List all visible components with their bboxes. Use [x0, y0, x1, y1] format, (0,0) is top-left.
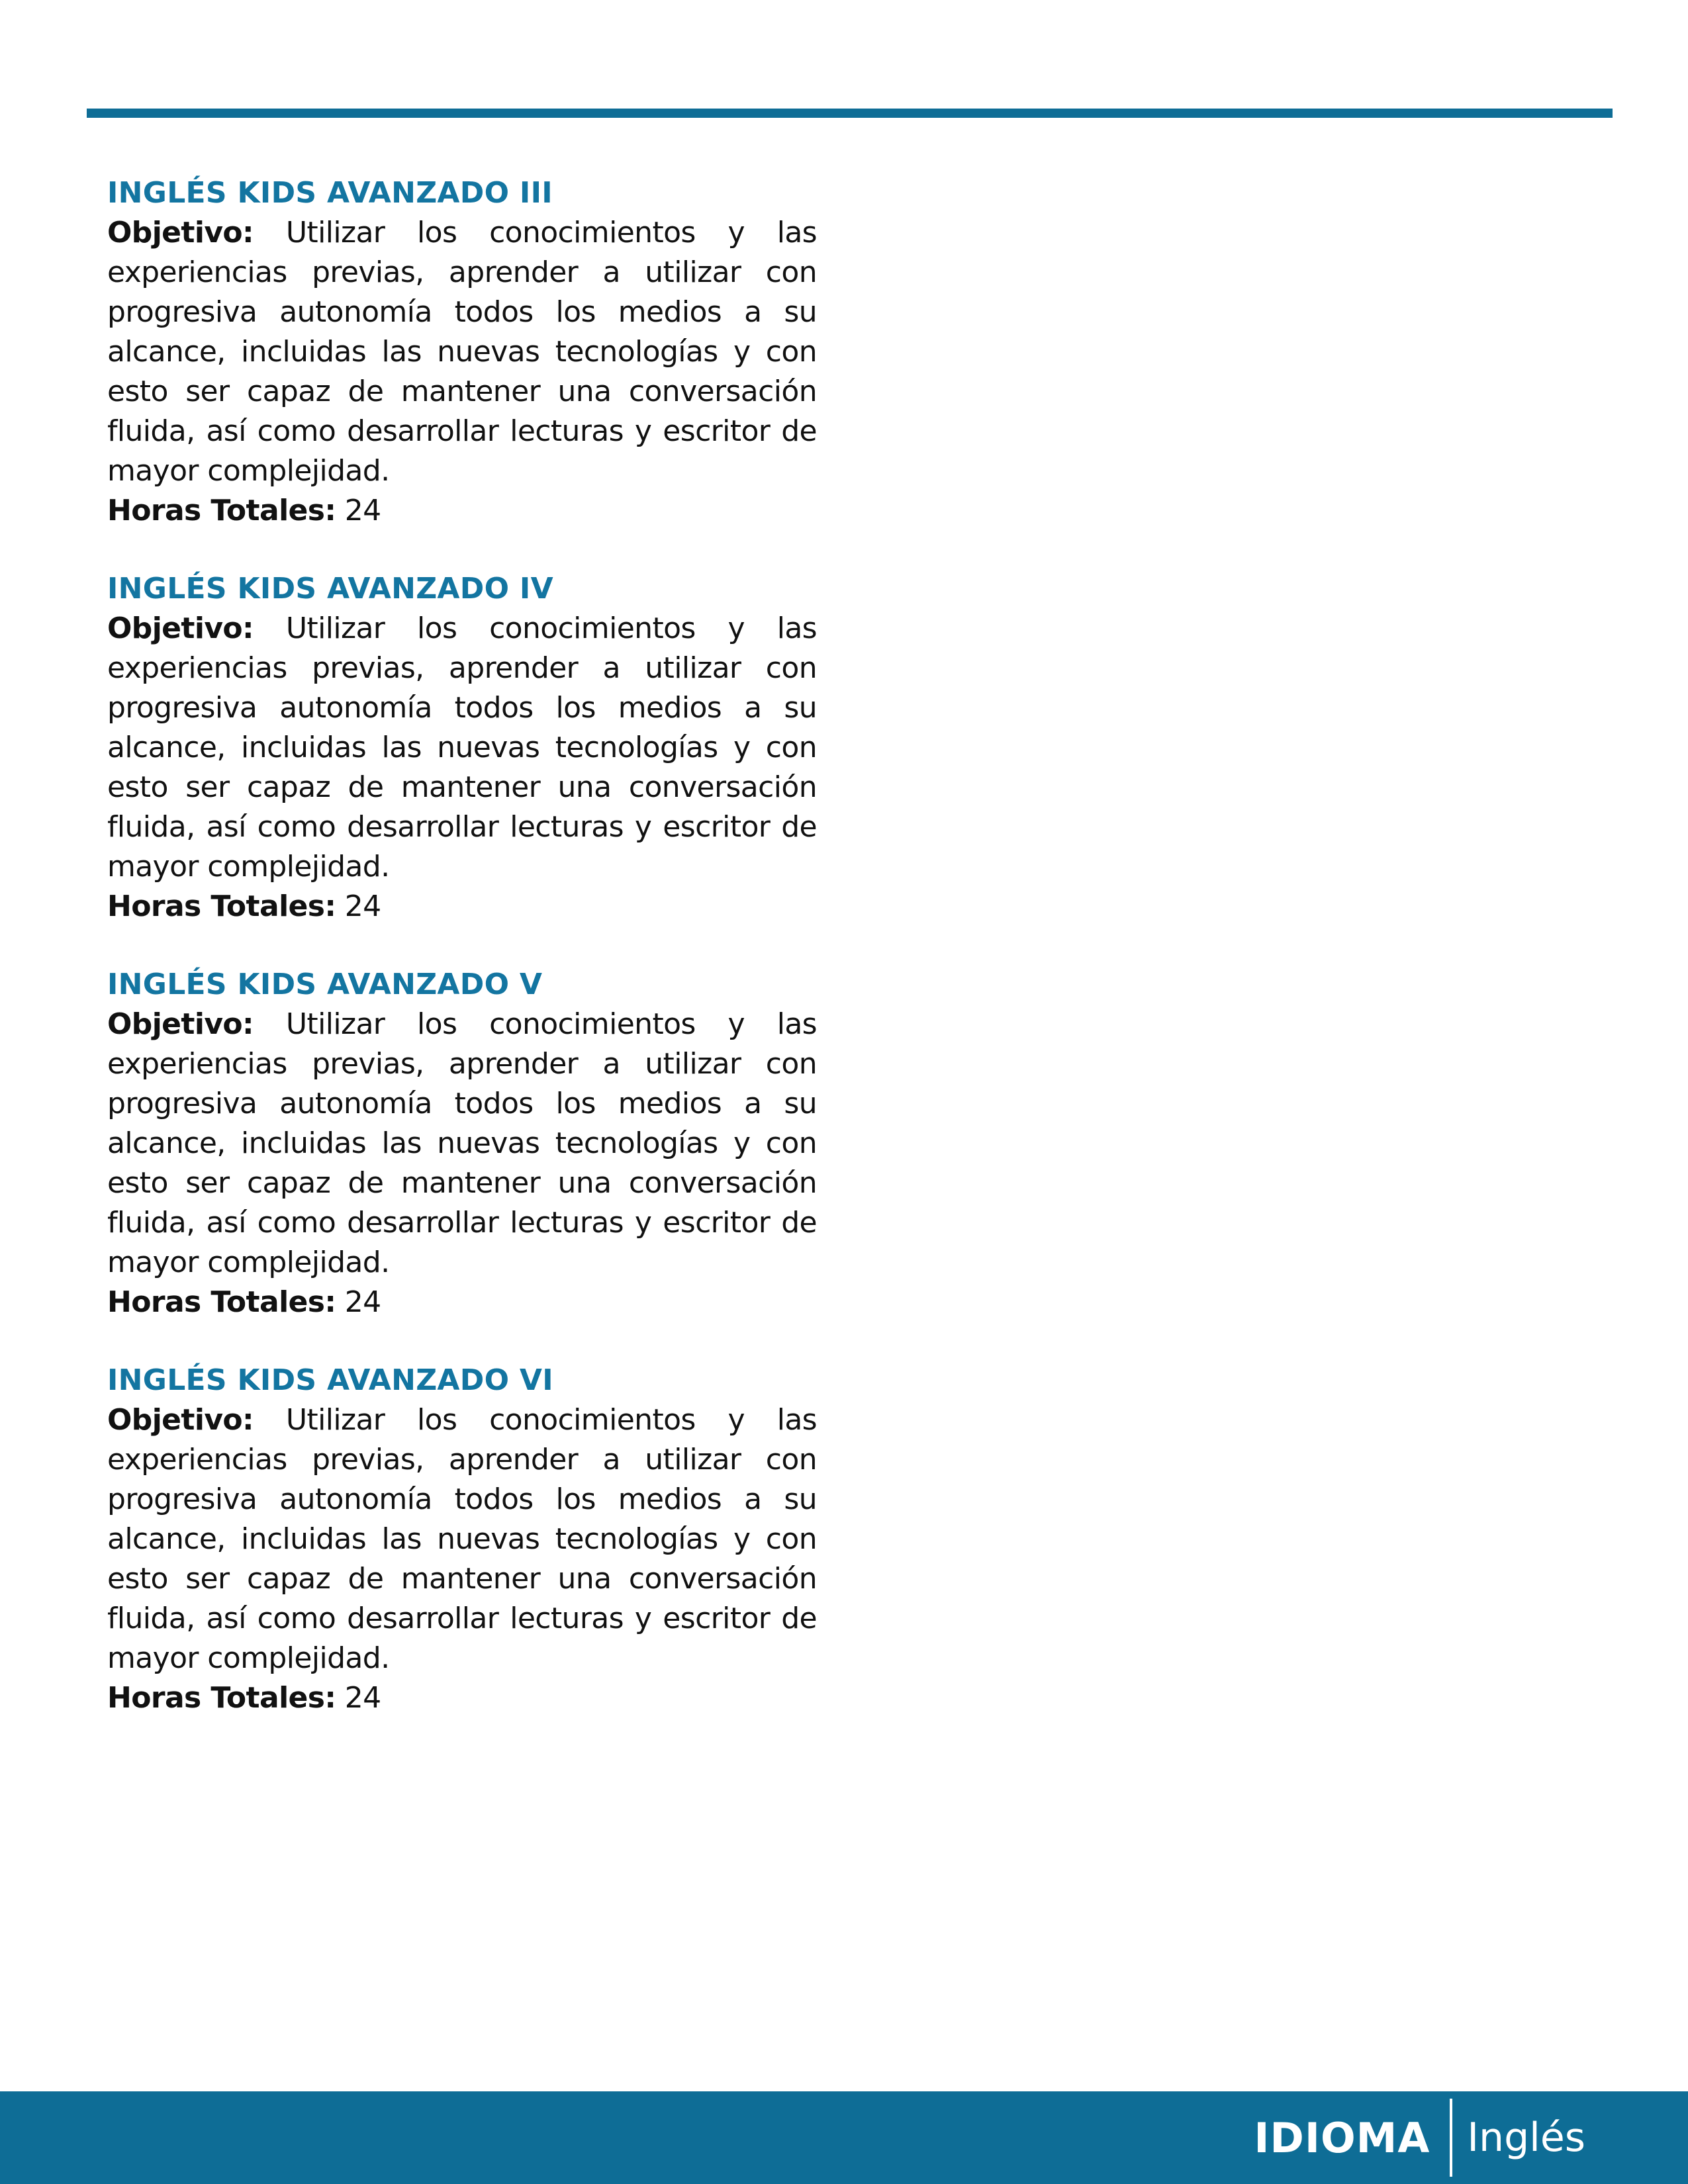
hours-label: Horas Totales: — [107, 1285, 336, 1319]
course-hours — [107, 1678, 817, 1718]
hours-value: 24 — [344, 1285, 381, 1319]
hours-value: 24 — [344, 889, 381, 923]
objective-label: Objetivo: — [107, 612, 254, 645]
course-hours — [107, 491, 817, 531]
course-objective — [107, 1400, 817, 1678]
course-title: INGLÉS KIDS AVANZADO III — [107, 176, 553, 210]
footer-section-label — [1254, 2091, 1585, 2184]
course-list — [107, 173, 817, 1756]
top-accent-rule — [87, 109, 1613, 118]
course-title: INGLÉS KIDS AVANZADO VI — [107, 1363, 553, 1397]
hours-label: Horas Totales: — [107, 1681, 336, 1715]
course-objective — [107, 1005, 817, 1283]
course-title: INGLÉS KIDS AVANZADO V — [107, 968, 543, 1001]
footer-divider — [1450, 2099, 1452, 2177]
course-hours — [107, 1283, 817, 1322]
course-title: INGLÉS KIDS AVANZADO IV — [107, 572, 553, 606]
hours-label: Horas Totales: — [107, 889, 336, 923]
objective-text: Utilizar los conocimientos y las experiencias previas, aprender a utilizar con progresiva autonomía todos los medios a su alcance, incluidas las nuevas tecnologías y con esto ser capaz de mantener una conversación fluida, así como desarrollar lecturas y escritor de mayor complejidad. — [107, 612, 818, 884]
objective-label: Objetivo: — [107, 216, 254, 250]
objective-text: Utilizar los conocimientos y las experiencias previas, aprender a utilizar con progresiva autonomía todos los medios a su alcance, incluidas las nuevas tecnologías y con esto ser capaz de mantener una conversación fluida, así como desarrollar lecturas y escritor de mayor complejidad. — [107, 216, 818, 488]
hours-value: 24 — [344, 494, 381, 527]
objective-text: Utilizar los conocimientos y las experiencias previas, aprender a utilizar con progresiva autonomía todos los medios a su alcance, incluidas las nuevas tecnologías y con esto ser capaz de mantener una conversación fluida, así como desarrollar lecturas y escritor de mayor complejidad. — [107, 1007, 818, 1279]
course-objective — [107, 213, 817, 491]
objective-label: Objetivo: — [107, 1403, 254, 1437]
course-entry — [107, 965, 817, 1322]
footer-bar — [0, 2091, 1688, 2184]
footer-language: Inglés — [1467, 2115, 1585, 2161]
objective-label: Objetivo: — [107, 1007, 254, 1041]
course-entry — [107, 173, 817, 531]
objective-text: Utilizar los conocimientos y las experiencias previas, aprender a utilizar con progresiva autonomía todos los medios a su alcance, incluidas las nuevas tecnologías y con esto ser capaz de mantener una conversación fluida, así como desarrollar lecturas y escritor de mayor complejidad. — [107, 1403, 818, 1675]
course-hours — [107, 887, 817, 927]
course-objective — [107, 609, 817, 887]
hours-value: 24 — [344, 1681, 381, 1715]
course-entry — [107, 1361, 817, 1718]
course-entry — [107, 569, 817, 927]
footer-category: IDIOMA — [1254, 2113, 1430, 2162]
hours-label: Horas Totales: — [107, 494, 336, 527]
